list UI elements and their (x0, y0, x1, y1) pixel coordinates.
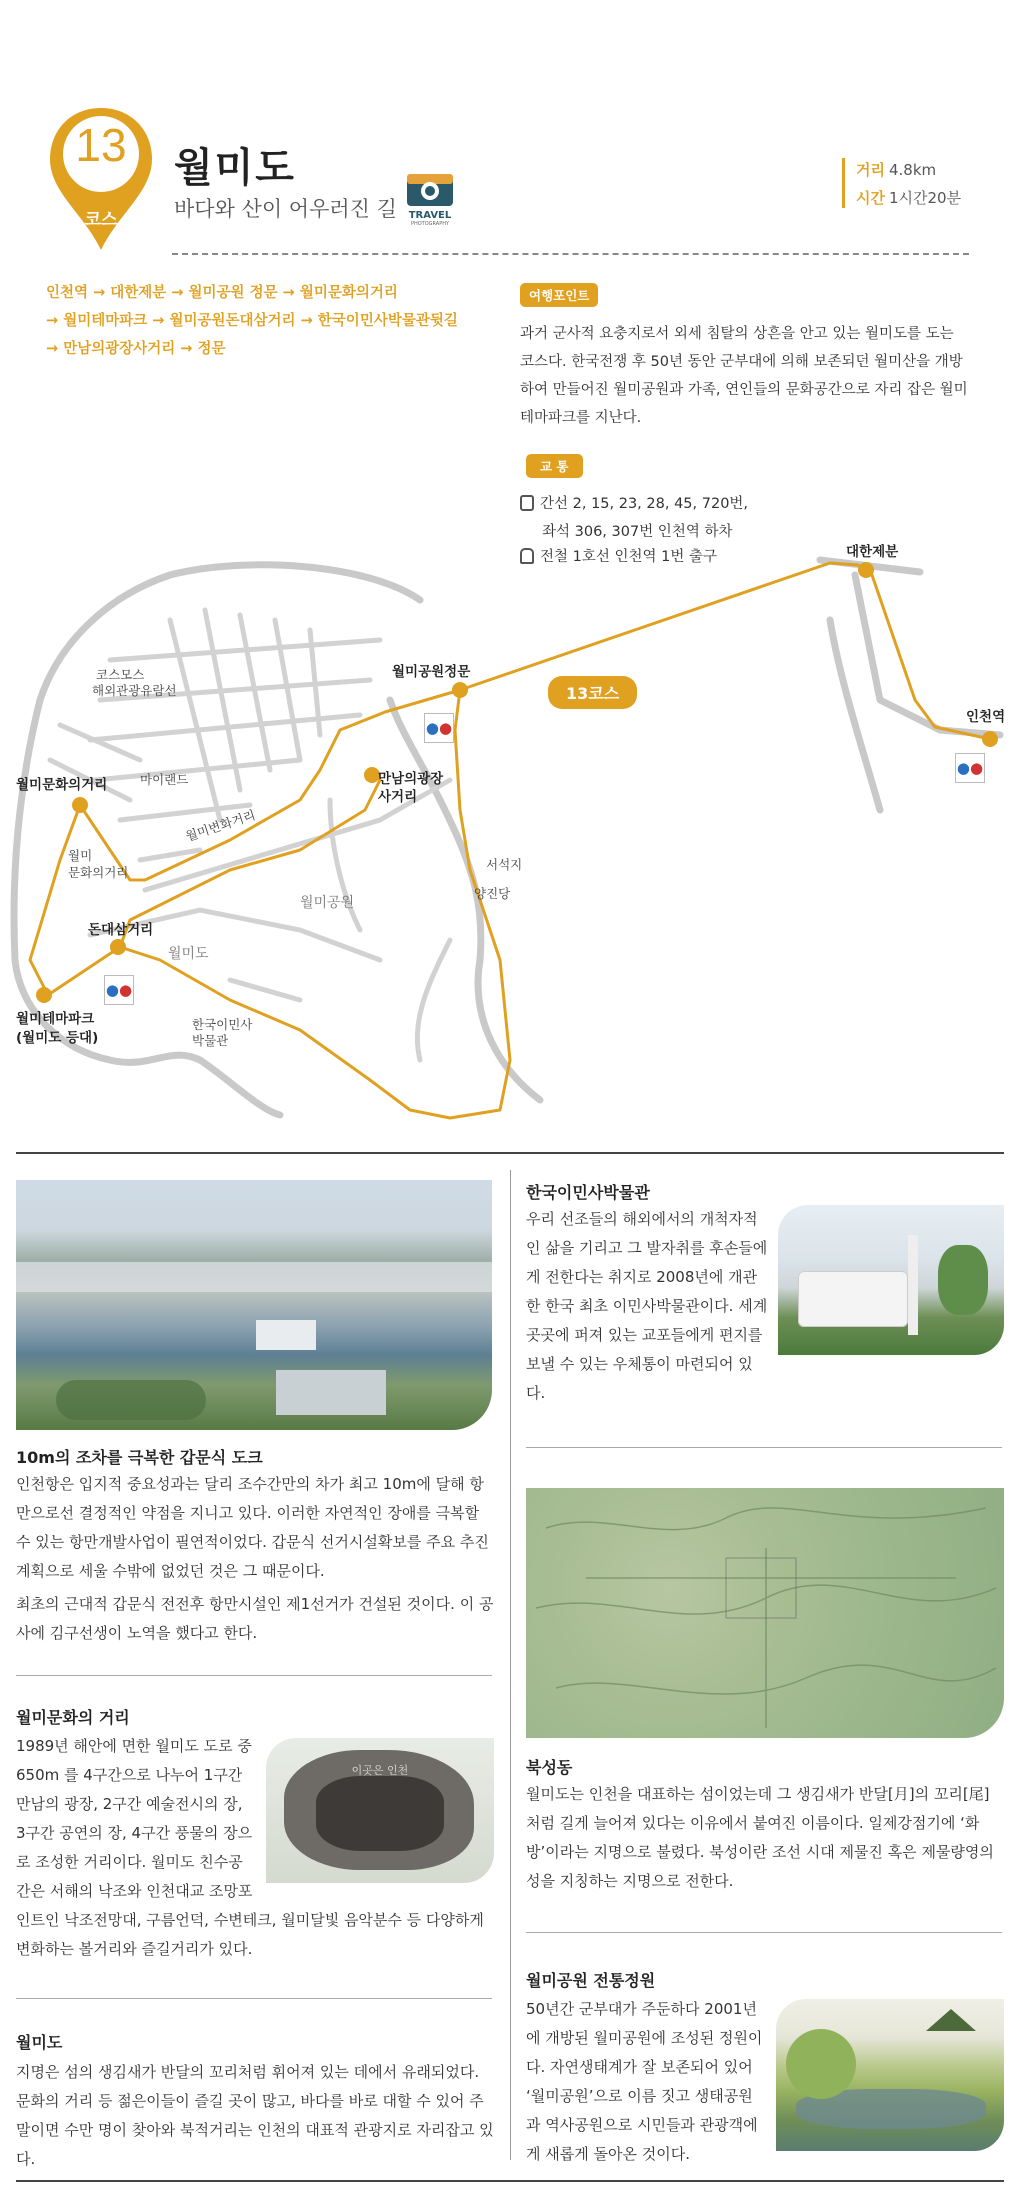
map-label-theme-1: 월미테마파크 (16, 1011, 95, 1027)
travel-point-badge: 여행포인트 (520, 283, 598, 307)
dock-title: 10m의 조차를 극복한 갑문식 도크 (16, 1448, 263, 1467)
travel-photography-logo (405, 168, 455, 226)
map-label-museum-1: 한국이민사 (192, 1017, 253, 1032)
map-dot-dondae (110, 939, 126, 955)
column-divider (510, 1170, 511, 2160)
map-label-cosmos-2: 해외관광유람선 (92, 683, 177, 698)
dock-text-2: 최초의 근대적 갑문식 전전후 항만시설인 제1선거가 건설된 것이다. 이 공사에 김구선생이 노역을 했다고 한다. (16, 1595, 494, 1642)
page-subtitle: 바다와 산이 어우러진 길 (174, 197, 397, 221)
bus-info (520, 490, 820, 546)
article-divider (526, 1932, 1002, 1933)
header-divider (172, 253, 969, 255)
map-label-daehan: 대한제분 (846, 544, 899, 560)
wolmido-text: 지명은 섬의 생김새가 반달의 꼬리처럼 휘어져 있는 데에서 유래되었다. 문화의 거리 등 젊은이들이 즐길 곳이 많고, 바다를 바로 대할 수 있어 주말이면 수만 명이 찾아와 북적거리는 인천의 대표적 관광지로 자리잡고 있다. (16, 2063, 494, 2168)
route-line-3: → 만남의광장사거리 → 정문 (46, 341, 226, 357)
culture-title: 월미문화의 거리 (16, 1708, 130, 1727)
route-map (0, 540, 1024, 1120)
dock-text: 인천항은 입지적 중요성과는 달리 조수간만의 차가 최고 10m에 달해 항만으로선 결정적인 약점을 지니고 있다. 이러한 자연적인 장애를 극복할 수 있는 항만개발사업이 필연적이었다. 갑문식 선거시설확보를 주요 추진 계획으로 세울 수밖에 없었던 것은 그 때문이다. (16, 1475, 489, 1580)
camera-icon (405, 168, 455, 208)
section-divider (16, 1152, 1004, 1154)
culture-paragraph: 1989년 해안에 면한 월미도 도로 중 650m 를 4구간으로 나누어 1구간 만남의 광장, 2구간 예술전시의 장, 3구간 공연의 장, 4구간 풍물의 장으로 조성한 거리이다. 월미도 친수공간은 서해의 낙조와 인천대교 조망포인트인 낙조전망대, 구름언덕, 수변테크, 월미달빛 음악분수 등 다양하게 변화하는 볼거리와 즐길거리가 있다. (16, 1737, 484, 1958)
museum-title: 한국이민사박물관 (526, 1183, 650, 1202)
route-line-2: → 월미테마파크 → 월미공원돈대삼거리 → 한국이민사박물관뒷길 (46, 313, 458, 329)
map-label-gate: 월미공원정문 (392, 664, 471, 680)
map-label-park: 월미공원 (300, 895, 355, 911)
map-dot-daehan (858, 562, 874, 578)
garden-paragraph: 50년간 군부대가 주둔하다 2001년에 개방된 월미공원에 조성된 정원이다. 자연생태계가 잘 보존되어 있어 ‘월미공원’으로 이름 짓고 생태공원과 역사공원으로 시민들과 관광객에게 새롭게 돌아온 것이다. (526, 2000, 763, 2163)
logo-subtext: PHOTOGRAPHY (410, 221, 450, 227)
article-divider (526, 1447, 1002, 1448)
map-label-byeonhwa: 월미변화거리 (183, 807, 258, 844)
transport-badge: 교 통 (526, 454, 583, 478)
train-text: 전철 1호선 인천역 1번 출구 (540, 549, 717, 565)
map-dot-incheon (982, 731, 998, 747)
culture-text (16, 1732, 494, 1964)
page-title: 월미도 (174, 145, 296, 191)
bus-icon (520, 495, 534, 511)
map-label-culture-small-1: 월미 (68, 848, 93, 863)
route-line-1: 인천역 → 대한제분 → 월미공원 정문 → 월미문화의거리 (46, 285, 398, 301)
map-label-incheon: 인천역 (966, 709, 1006, 725)
map-label-culture-street: 월미문화의거리 (16, 777, 108, 793)
map-label-seoseok: 서석지 (486, 857, 523, 872)
garden-text (526, 1995, 1004, 2169)
route-list (46, 279, 506, 363)
port-photo (16, 1180, 492, 1430)
distance-label: 거리 (856, 161, 885, 179)
garden-photo (776, 1999, 1004, 2151)
time-value: 1시간20분 (888, 189, 962, 207)
toilet-icon: ●● (104, 975, 134, 1005)
map-label-meeting-2: 사거리 (378, 789, 418, 805)
bukseong-text: 월미도는 인천을 대표하는 섬이었는데 그 생김새가 반달[月]의 꼬리[尾]처럼 길게 늘어져 있다는 이유에서 붙여진 이름이다. 일제강점기에 ‘화방’이라는 지명으로 불렸다. 북성이란 조선 시대 제물진 혹은 제물량영의 성을 지칭하는 지명으로 전한다. (526, 1785, 994, 1890)
bus-line-2: 좌석 306, 307번 인천역 하차 (542, 524, 733, 540)
article-divider (16, 1998, 492, 1999)
article-divider (16, 1675, 492, 1676)
map-dot-gate (452, 682, 468, 698)
course-label: 코스 (84, 210, 118, 230)
course-info (856, 156, 961, 212)
museum-paragraph: 우리 선조들의 해외에서의 개척자적인 삶을 기리고 그 발자취를 후손들에게 전한다는 취지로 2008년에 개관한 한국 최초 이민사박물관이다. 세계 곳곳에 퍼져 있는 교포들에게 편지를 보낼 수 있는 우체통이 마련되어 있다. (526, 1210, 768, 1402)
time-label: 시간 (856, 189, 885, 207)
map-label-dondae: 돈대삼거리 (88, 922, 154, 938)
train-icon (520, 548, 534, 564)
map-label-museum-2: 박물관 (192, 1033, 229, 1048)
map-label-cosmos-1: 코스모스 (96, 667, 145, 682)
garden-title: 월미공원 전통정원 (526, 1971, 656, 1990)
distance-value: 4.8km (888, 161, 937, 179)
bukseong-title: 북성동 (526, 1758, 573, 1777)
stone-inscription: 이곳은 인천 (351, 1764, 409, 1777)
map-label-wolmido: 월미도 (168, 946, 209, 962)
museum-photo (778, 1205, 1004, 1355)
stone-photo (266, 1738, 494, 1883)
travel-point-text: 과거 군사적 요충지로서 외세 침탈의 상흔을 안고 있는 월미도를 도는 코스다. 한국전쟁 후 50년 동안 군부대에 의해 보존되던 월미산을 개방하여 만들어진 월미공원과 가족, 연인들의 문화공간으로 자리 잡은 월미테마파크를 지난다. (520, 326, 968, 426)
map-dot-theme (36, 987, 52, 1003)
map-dot-culture (72, 797, 88, 813)
page-bottom-line (16, 2180, 1004, 2182)
old-map-photo (526, 1488, 1004, 1738)
map-roads (0, 540, 1024, 1120)
wolmido-title: 월미도 (16, 2033, 63, 2052)
course-badge: 13코스 (548, 676, 637, 709)
map-label-myland: 마이랜드 (140, 772, 189, 787)
course-number: 13 (75, 119, 127, 171)
bus-line-1: 간선 2, 15, 23, 28, 45, 720번, (540, 496, 749, 512)
map-label-culture-small-2: 문화의거리 (68, 865, 129, 880)
logo-text: TRAVEL (408, 210, 452, 221)
toilet-icon: ●● (955, 753, 985, 783)
museum-text (526, 1205, 1004, 1408)
train-info (520, 545, 717, 566)
toilet-icon: ●● (424, 713, 454, 743)
map-label-meeting-1: 만남의광장 (378, 771, 444, 787)
map-label-theme-2: (월미도 등대) (16, 1030, 99, 1046)
map-label-yangjin: 양진당 (474, 886, 511, 901)
